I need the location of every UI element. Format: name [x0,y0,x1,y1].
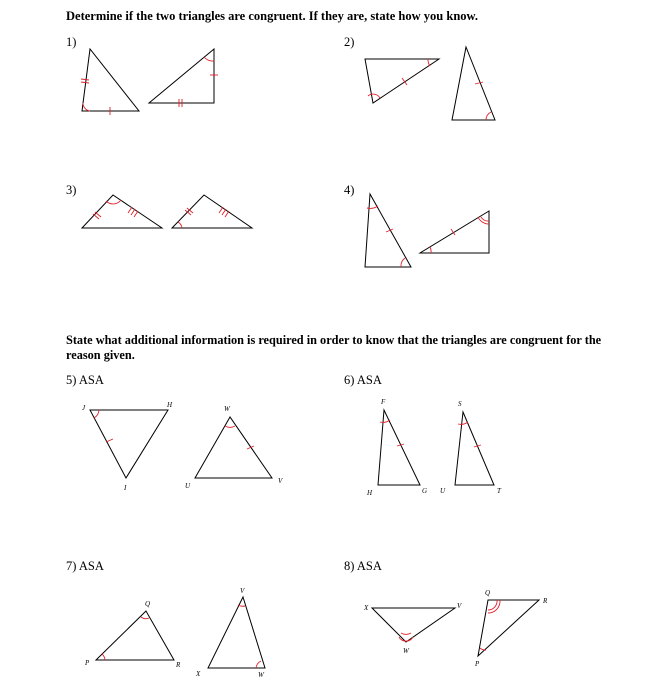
vertex-label: X [196,670,201,678]
vertex-label: U [440,487,446,495]
triangle-1a [82,49,139,111]
vertex-label: W [403,647,409,655]
vertex-label: H [167,401,173,409]
problem-4-number: 4) [344,183,355,197]
triangle-5b [195,417,272,478]
vertex-label: G [422,487,428,495]
vertex-label: I [124,484,127,492]
angle-mark [428,59,430,66]
vertex-label: Q [145,600,151,608]
vertex-label: S [458,400,462,408]
section1-instruction: Determine if the two triangles are congruent. If they are, state how you know. [66,9,478,23]
problem-7-figure [84,587,265,679]
vertex-label: V [240,587,245,595]
triangle-2b [452,47,495,120]
vertex-label: J [82,404,86,412]
problem-4-figure [365,194,489,267]
tick-mark [93,212,101,219]
problem-6-label: 6) ASA [344,373,382,387]
problem-3-number: 3) [66,183,77,197]
vertex-label: V [278,477,283,485]
angle-mark [401,258,405,267]
problem-5-figure [82,401,283,492]
problem-8-label: 8) ASA [344,559,382,573]
triangle-8a [372,608,455,642]
angle-mark [94,410,99,418]
vertex-label: W [258,671,264,679]
triangle-4a [365,194,411,267]
angle-mark [83,103,90,111]
triangle-6a [378,410,420,485]
vertex-label: P [475,660,480,668]
angle-mark [141,617,149,619]
section2-instruction: State what additional information is required in order to know that the triangles are congruent for the reason given. [66,333,602,362]
angle-mark [102,654,105,660]
tick-mark [81,79,89,83]
vertex-label: T [497,487,501,495]
triangle-6b [455,412,494,485]
angle-mark [488,600,497,610]
angle-mark [225,426,235,427]
vertex-label: V [457,602,462,610]
angle-mark [488,600,500,613]
triangle-8b [478,600,539,656]
angle-mark [178,222,182,228]
triangle-3a [82,195,162,228]
problem-8-figure [363,589,548,668]
vertex-label: Q [485,589,491,597]
problem-1-figure [81,49,218,115]
vertex-label: H [367,489,373,497]
triangle-5a [90,410,168,478]
angle-mark [458,422,468,424]
problem-3-figure [82,195,252,228]
problem-7-label: 7) ASA [66,559,104,573]
angle-mark [204,57,214,61]
vertex-label: W [224,405,230,413]
triangle-2a [365,59,439,103]
vertex-label: F [381,398,386,406]
vertex-label: U [185,482,191,490]
angle-mark [430,247,431,253]
triangle-7b [208,597,265,668]
tick-mark [402,78,407,85]
angle-mark [368,94,380,98]
problem-2-figure [365,47,495,120]
vertex-label: R [543,597,548,605]
vertex-label: R [176,661,181,669]
angle-mark [478,217,489,224]
vertex-label: P [85,659,90,667]
vertex-label: X [364,604,369,612]
tick-mark [475,82,483,84]
triangle-3b [172,195,252,228]
angle-mark [256,661,261,668]
problem-5-label: 5) ASA [66,373,104,387]
triangle-7a [96,611,174,660]
angle-mark [486,112,491,120]
angle-mark [481,217,489,221]
triangle-4b [420,211,489,253]
problem-6-figure [366,398,502,497]
tick-mark [106,439,113,442]
angle-mark [401,633,411,634]
problem-1-number: 1) [66,35,77,49]
problem-2-number: 2) [344,35,355,49]
